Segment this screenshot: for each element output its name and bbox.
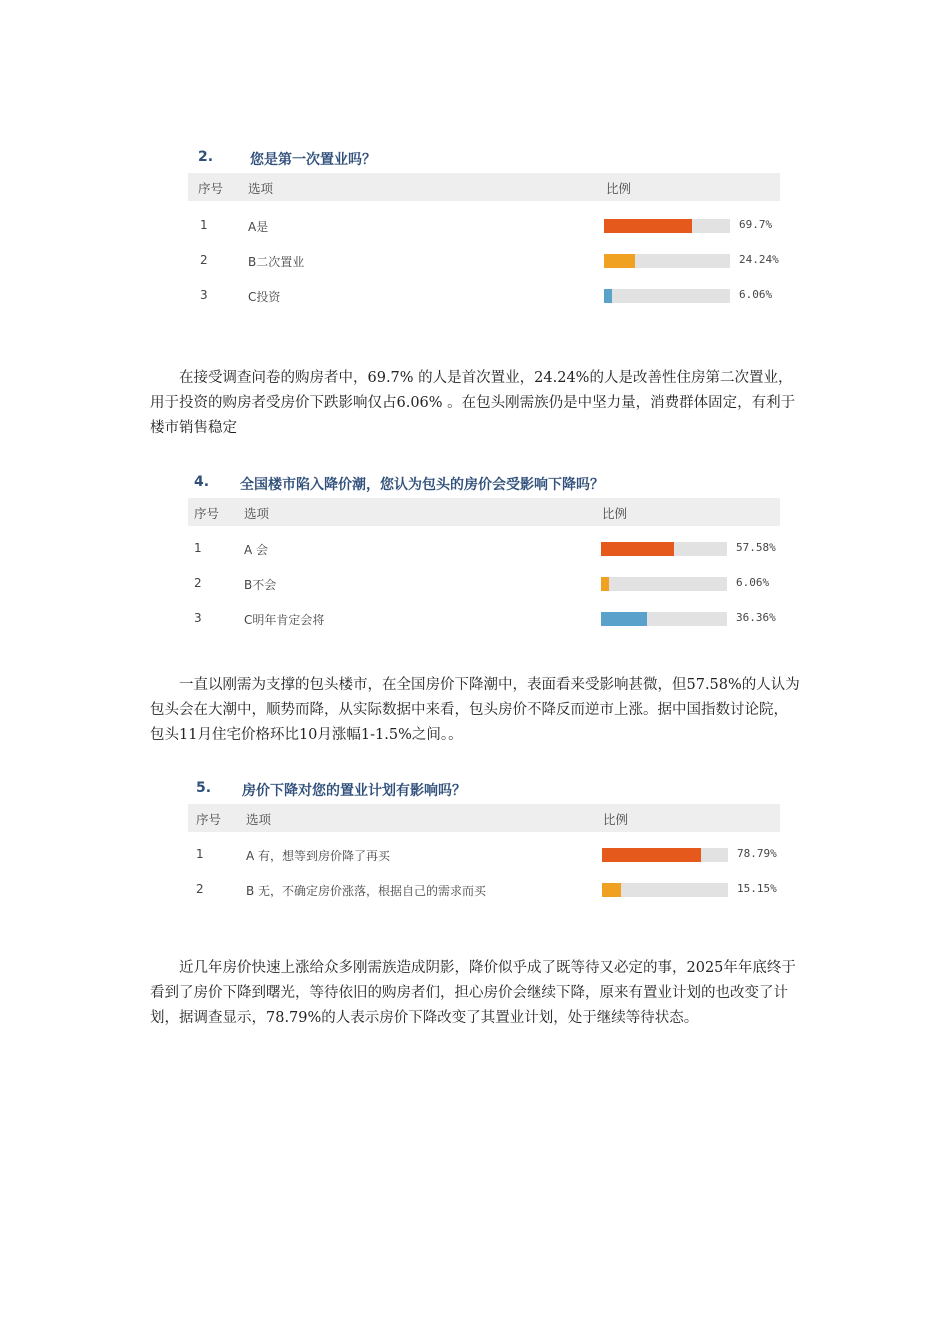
row-option: A 会: [244, 543, 269, 557]
row-index: 1: [196, 847, 204, 861]
question-text: 全国楼市陷入降价潮，您认为包头的房价会受影响下降吗？: [240, 477, 604, 493]
ratio-bar-track: [601, 577, 727, 591]
question-number: 5.: [196, 780, 212, 796]
question-title: [188, 776, 780, 804]
row-option: C投资: [248, 290, 281, 304]
row-index: 1: [200, 218, 208, 232]
table-row: [188, 244, 780, 279]
row-option: B不会: [244, 578, 277, 592]
table-header: [188, 173, 780, 201]
ratio-bar-fill: [601, 577, 609, 591]
row-percent: 24.24%: [739, 253, 779, 266]
table-row: [188, 532, 780, 567]
question-title: [188, 470, 780, 498]
table-row: [188, 602, 780, 637]
question-text: 房价下降对您的置业计划有影响吗？: [242, 783, 466, 799]
table-row: [188, 279, 780, 314]
paragraph-2: 一直以刚需为支撑的包头楼市，在全国房价下降潮中，表面看来受影响甚微，但57.58%的人认为包头会在大潮中，顺势而降，从实际数据中来看，包头房价不降反而逆市上涨。据中国指数讨论院，包头11月住宅价格环比10月涨幅1-1.5%之间。。: [150, 677, 800, 743]
row-percent: 6.06%: [736, 576, 770, 589]
question-text: 您是第一次置业吗？: [250, 152, 376, 168]
ratio-bar-fill: [602, 848, 701, 862]
row-percent: 57.58%: [736, 541, 776, 554]
ratio-bar-fill: [601, 612, 647, 626]
header-ratio: 比例: [606, 181, 632, 196]
ratio-bar-track: [604, 254, 730, 268]
row-option: A 有，想等到房价降了再买: [246, 849, 391, 863]
question-title: [188, 145, 780, 173]
header-ratio: 比例: [603, 812, 629, 827]
ratio-bar-fill: [601, 542, 674, 556]
row-option: B 无，不确定房价涨落，根据自己的需求而买: [246, 884, 487, 898]
row-percent: 6.06%: [739, 288, 773, 301]
row-percent: 78.79%: [737, 847, 777, 860]
paragraph-1: 在接受调查问卷的购房者中，69.7% 的人是首次置业，24.24%的人是改善性住房第二次置业，用于投资的购房者受房价下跌影响仅占6.06% 。在包头刚需族仍是中坚力量，消费群体固定，有利于楼市销售稳定: [150, 370, 796, 436]
row-option: C明年肯定会将: [244, 613, 325, 627]
header-option: 选项: [244, 506, 270, 521]
row-index: 3: [194, 611, 202, 625]
ratio-bar-track: [602, 883, 728, 897]
survey-question-4: [188, 470, 780, 637]
row-index: 1: [194, 541, 202, 555]
ratio-bar-track: [601, 542, 727, 556]
header-option: 选项: [246, 812, 272, 827]
row-percent: 69.7%: [739, 218, 773, 231]
paragraph-3: 近几年房价快速上涨给众多刚需族造成阴影，降价似乎成了既等待又必定的事，2025年年底终于看到了房价下降到曙光，等待依旧的购房者们，担心房价会继续下降，原来有置业计划的也改变了计划，据调查显示，78.79%的人表示房价下降改变了其置业计划，处于继续等待状态。: [150, 960, 796, 1026]
header-index: 序号: [196, 812, 222, 827]
table-body: [188, 526, 780, 637]
header-ratio: 比例: [602, 506, 628, 521]
ratio-bar-track: [601, 612, 727, 626]
row-percent: 15.15%: [737, 882, 777, 895]
row-percent: 36.36%: [736, 611, 776, 624]
ratio-bar-track: [604, 289, 730, 303]
ratio-bar-track: [604, 219, 730, 233]
row-index: 2: [200, 253, 208, 267]
row-index: 2: [194, 576, 202, 590]
ratio-bar-fill: [604, 254, 635, 268]
survey-question-2: [188, 145, 780, 314]
row-option: B二次置业: [248, 255, 305, 269]
table-header: [188, 498, 780, 526]
ratio-bar-track: [602, 848, 728, 862]
table-body: [188, 832, 780, 908]
row-option: A是: [248, 220, 269, 234]
table-row: [188, 209, 780, 244]
table-row: [188, 873, 780, 908]
header-option: 选项: [248, 181, 274, 196]
question-number: 4.: [194, 474, 210, 490]
row-index: 2: [196, 882, 204, 896]
header-index: 序号: [194, 506, 220, 521]
ratio-bar-fill: [602, 883, 621, 897]
table-header: [188, 804, 780, 832]
survey-question-5: [188, 776, 780, 908]
table-row: [188, 838, 780, 873]
table-row: [188, 567, 780, 602]
ratio-bar-fill: [604, 289, 612, 303]
table-body: [188, 201, 780, 314]
row-index: 3: [200, 288, 208, 302]
question-number: 2.: [198, 149, 214, 165]
header-index: 序号: [198, 181, 224, 196]
ratio-bar-fill: [604, 219, 692, 233]
